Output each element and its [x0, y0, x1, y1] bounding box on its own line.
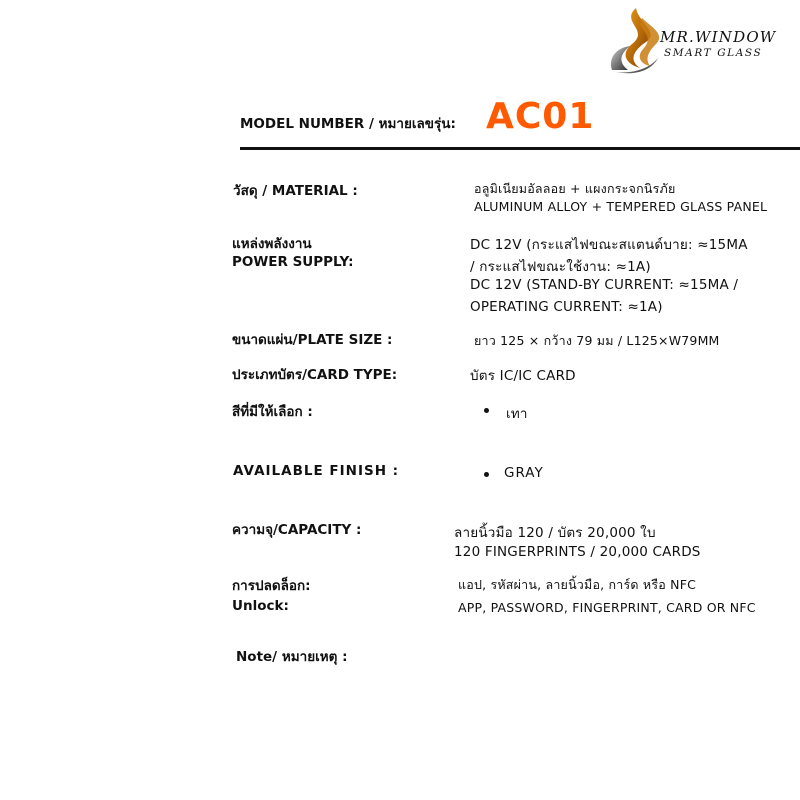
material-label: วัสดุ / MATERIAL :: [233, 183, 358, 199]
note-label: Note/ หมายเหตุ :: [236, 649, 348, 665]
power-supply-label-en: POWER SUPPLY:: [232, 254, 354, 270]
brand-name: MR.WINDOW: [660, 28, 777, 46]
finish-label-en: AVAILABLE FINISH :: [233, 463, 400, 479]
header-divider: [240, 147, 800, 150]
finish-value-th: เทา: [506, 406, 528, 422]
plate-size-value: ยาว 125 × กว้าง 79 มม / L125×W79MM: [474, 333, 720, 348]
card-type-label: ประเภทบัตร/CARD TYPE:: [232, 367, 398, 383]
material-value-th: อลูมิเนียมอัลลอย + แผงกระจกนิรภัย: [474, 181, 676, 196]
power-supply-line: OPERATING CURRENT: ≈1A): [470, 299, 663, 315]
power-supply-line: / กระแสไฟขณะใช้งาน: ≈1A): [470, 259, 651, 275]
unlock-label-th: การปลดล็อก:: [232, 578, 311, 594]
power-supply-line: DC 12V (STAND-BY CURRENT: ≈15MA /: [470, 277, 739, 293]
material-value-en: ALUMINUM ALLOY + TEMPERED GLASS PANEL: [474, 199, 768, 214]
power-supply-line: DC 12V (กระแสไฟขณะสแตนด์บาย: ≈15MA: [470, 237, 748, 253]
finish-label-th: สีที่มีให้เลือก :: [232, 404, 313, 420]
model-number-value: AC01: [486, 96, 595, 137]
card-type-value: บัตร IC/IC CARD: [470, 368, 576, 384]
bullet-icon: [484, 408, 489, 413]
model-number-label: MODEL NUMBER / หมายเลขรุ่น:: [240, 116, 456, 132]
plate-size-label: ขนาดแผ่น/PLATE SIZE :: [232, 332, 393, 348]
brand-tagline: SMART GLASS: [664, 47, 763, 59]
unlock-value-th: แอป, รหัสผ่าน, ลายนิ้วมือ, การ์ด หรือ NFC: [458, 577, 697, 592]
capacity-label: ความจุ/CAPACITY :: [232, 522, 362, 538]
capacity-value-th: ลายนิ้วมือ 120 / บัตร 20,000 ใบ: [454, 525, 656, 541]
capacity-value-en: 120 FINGERPRINTS / 20,000 CARDS: [454, 544, 701, 560]
power-supply-label-th: แหล่งพลังงาน: [232, 236, 312, 252]
unlock-value-en: APP, PASSWORD, FINGERPRINT, CARD OR NFC: [458, 600, 756, 615]
finish-value-en: GRAY: [504, 465, 544, 481]
bullet-icon: [484, 472, 489, 477]
unlock-label-en: Unlock:: [232, 598, 289, 614]
